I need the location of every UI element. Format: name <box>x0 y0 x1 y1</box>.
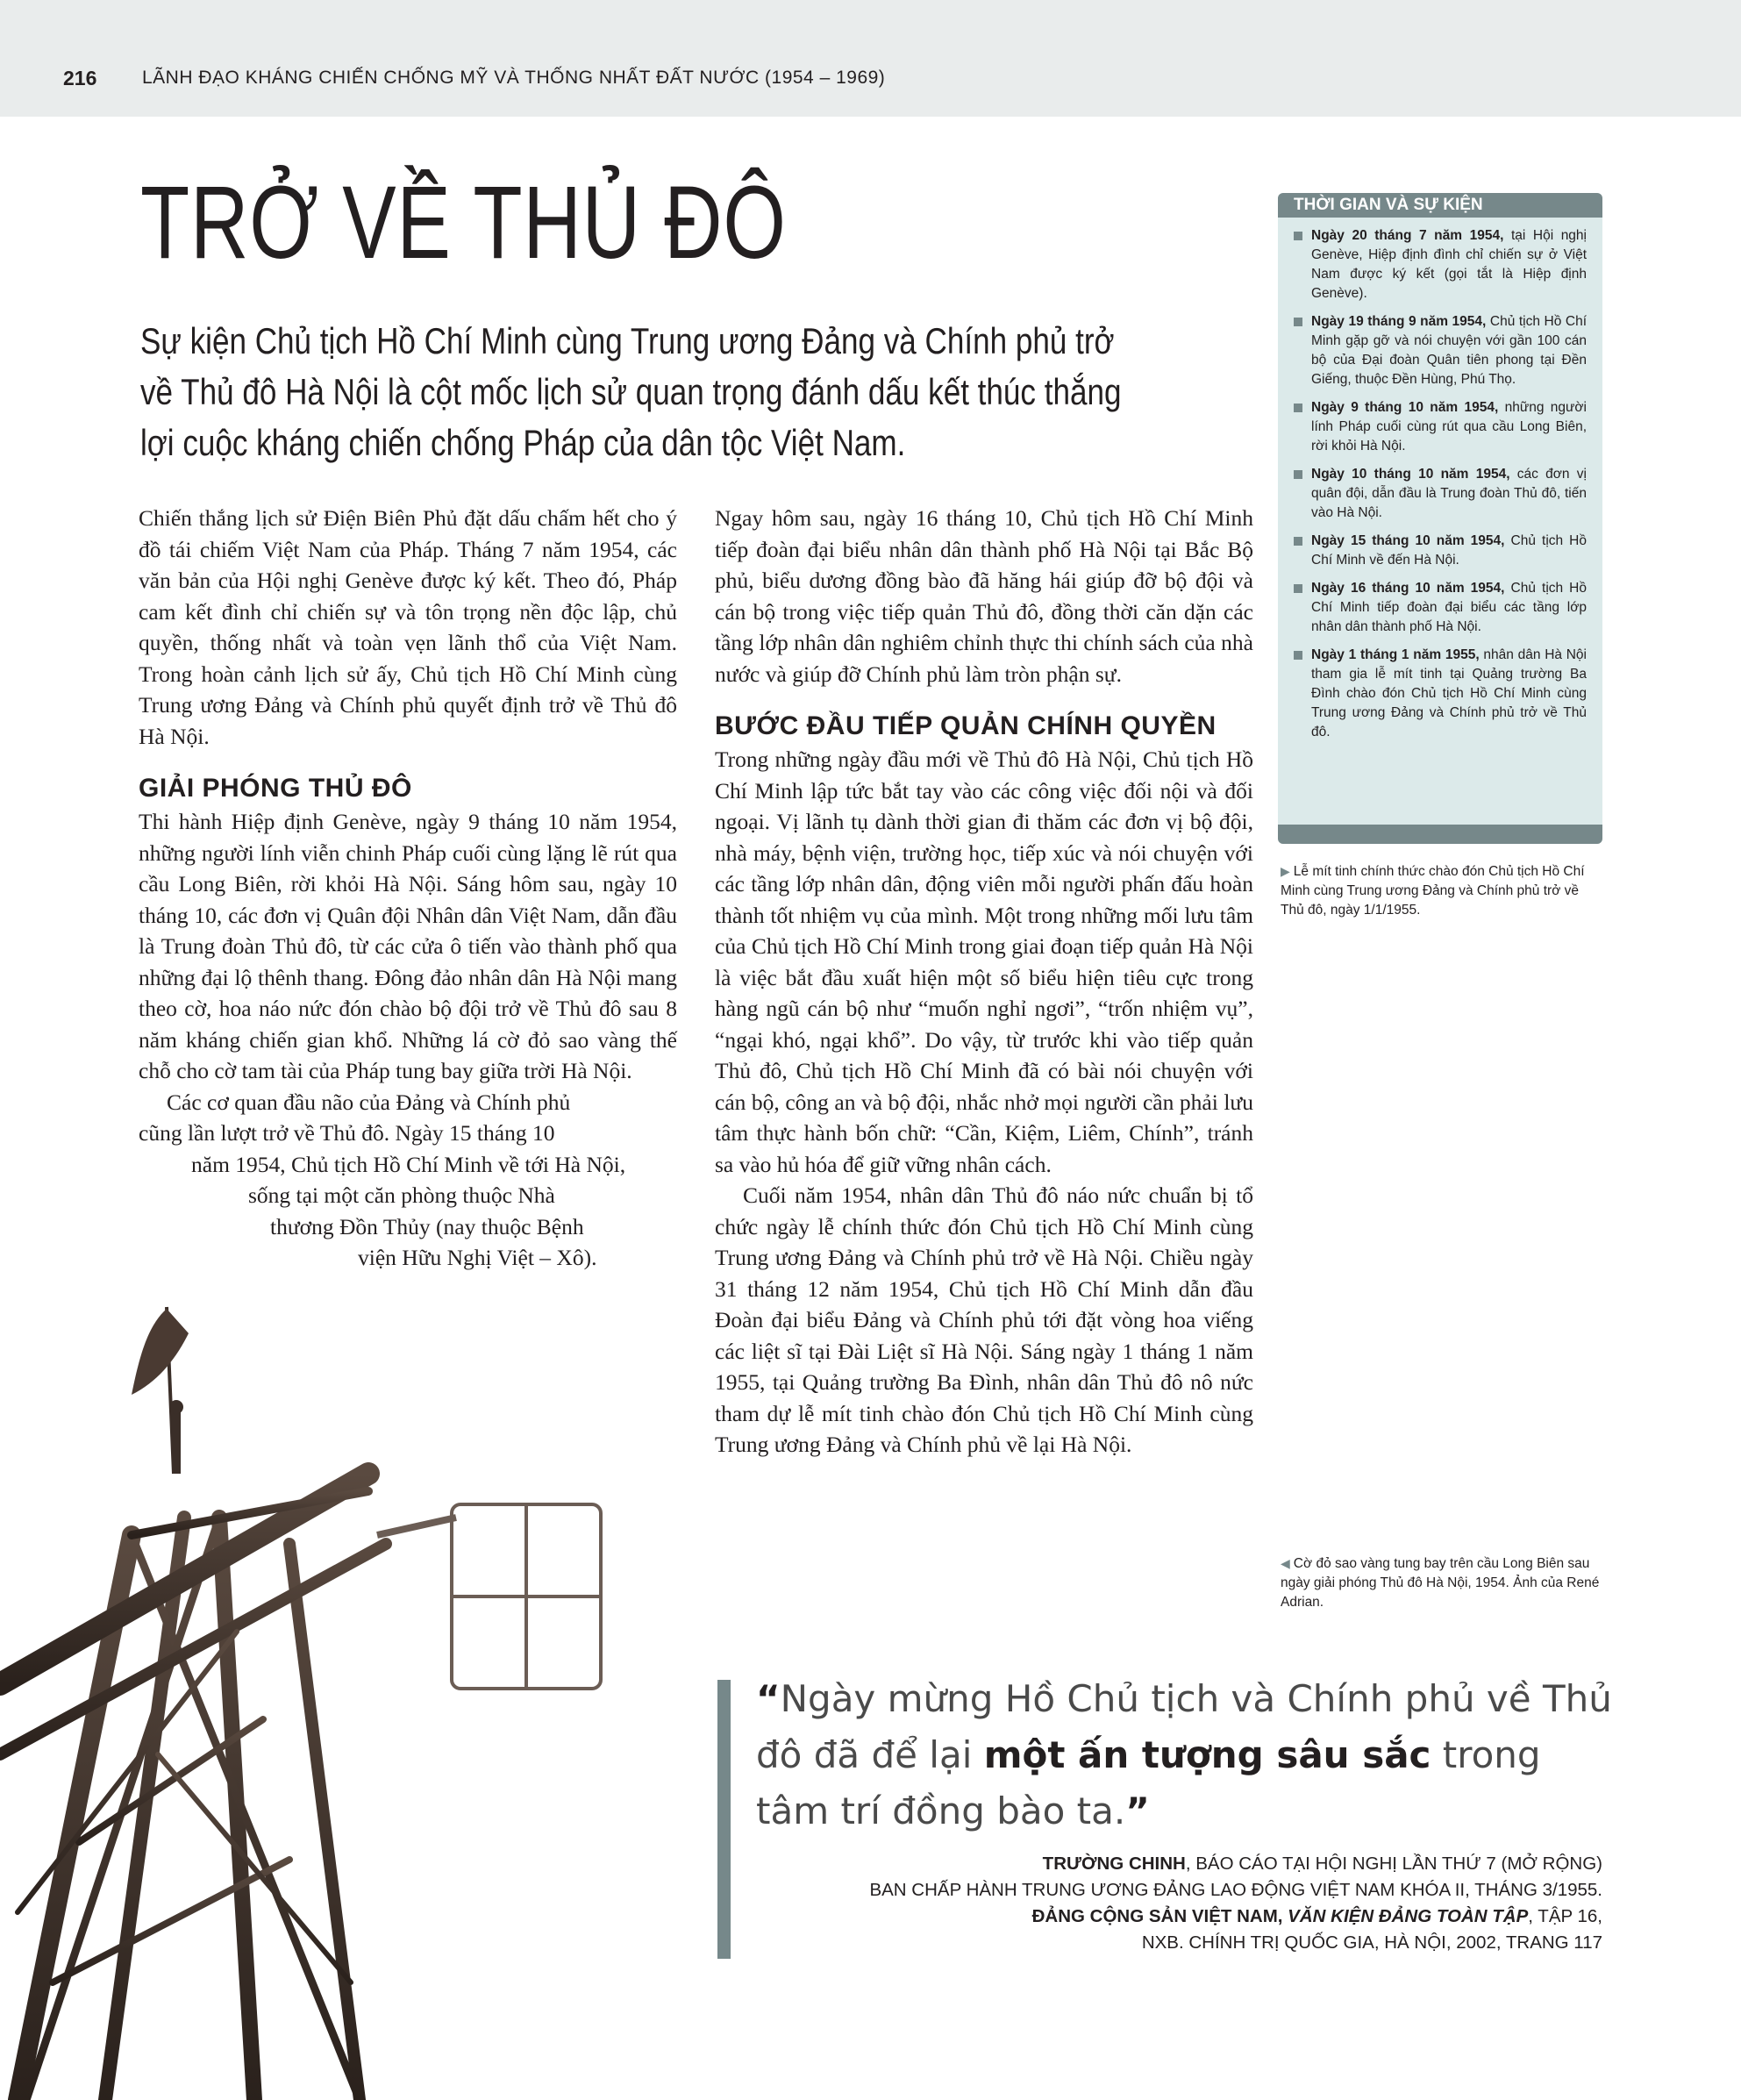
quote-accent-bar <box>717 1680 731 1959</box>
pull-quote <box>756 1671 1616 1839</box>
photo-caption-1 <box>1281 861 1603 920</box>
square-bullet-icon <box>1294 318 1302 326</box>
timeline-item <box>1294 226 1587 304</box>
timeline-date: Ngày 19 tháng 9 năm 1954, <box>1311 314 1487 329</box>
paragraph-line: cũng lần lượt trở về Thủ đô. Ngày 15 tháng 10 <box>139 1120 555 1146</box>
paragraph-line: Các cơ quan đầu não của Đảng và Chính phủ <box>167 1089 571 1115</box>
square-bullet-icon <box>1294 470 1302 479</box>
timeline-text: Chủ tịch Hồ Chí Minh về đến Hà Nội. <box>1311 533 1587 568</box>
timeline-date: Ngày 1 tháng 1 năm 1955, <box>1311 647 1480 662</box>
square-bullet-icon <box>1294 537 1302 546</box>
source-line: BAN CHẤP HÀNH TRUNG ƯƠNG ĐẢNG LAO ĐỘNG VIỆT NAM KHÓA II, THÁNG 3/1955. <box>869 1880 1602 1900</box>
source-publisher: ĐẢNG CỘNG SẢN VIỆT NAM, <box>1031 1906 1283 1926</box>
section-heading: GIẢI PHÓNG THỦ ĐÔ <box>139 774 412 803</box>
running-title: LÃNH ĐẠO KHÁNG CHIẾN CHỐNG MỸ VÀ THỐNG NHẤT ĐẤT NƯỚC (1954 – 1969) <box>142 68 886 88</box>
page-header <box>0 0 1741 117</box>
timeline-date: Ngày 10 tháng 10 năm 1954, <box>1311 467 1510 482</box>
timeline-sidebar <box>1278 193 1602 844</box>
source-author: TRƯỜNG CHINH <box>1042 1854 1186 1874</box>
quote-emphasis: một ấn tượng sâu sắc <box>983 1733 1431 1776</box>
section-heading: BƯỚC ĐẦU TIẾP QUẢN CHÍNH QUYỀN <box>715 711 1217 740</box>
square-bullet-icon <box>1294 404 1302 412</box>
timeline-item <box>1294 532 1587 570</box>
quote-text: trong tâm trí đồng bào ta. <box>756 1733 1541 1832</box>
source-text: , TẬP 16, <box>1528 1906 1602 1926</box>
timeline-item <box>1294 579 1587 637</box>
paragraph-line: thương Đồn Thủy (nay thuộc Bệnh <box>270 1213 584 1239</box>
page-title: TRỞ VỀ THỦ ĐÔ <box>140 165 787 281</box>
timeline-text: tại Hội nghị Genève, Hiệp định đình chỉ chiến sự ở Việt Nam được ký kết (gọi tắt là Hiệp định Genève). <box>1311 228 1587 301</box>
timeline-text: những người lính Pháp cuối cùng rút qua cầu Long Biên, rời khỏi Hà Nội. <box>1311 400 1588 454</box>
timeline-date: Ngày 9 tháng 10 năm 1954, <box>1311 400 1499 415</box>
timeline-footer-bar <box>1278 825 1602 844</box>
paragraph-line: năm 1954, Chủ tịch Hồ Chí Minh về tới Hà Nội, <box>191 1151 626 1177</box>
timeline-list <box>1278 218 1602 742</box>
paragraph: Trong những ngày đầu mới về Thủ đô Hà Nội, Chủ tịch Hồ Chí Minh lập tức bắt tay vào các công việc đối nội và đối ngoại. Vị lãnh tụ dành thời gian đi thăm các đơn vị bộ đội, nhà máy, bệnh viện, trường học, tiếp xúc và nói chuyện với các tầng lớp nhân dân, động viên mỗi người phấn đấu hoàn thành tốt nhiệm vụ của mình. Một trong những mối lưu tâm của Chủ tịch Hồ Chí Minh trong giai đoạn tiếp quản Hà Nội là việc bắt đầu xuất hiện một số biểu hiện tiêu cực trong hàng ngũ cán bộ như “muốn nghỉ ngơi”, “trốn nhiệm vụ”, “ngại khó, ngại khổ”. Do vậy, từ trước khi vào tiếp quản Thủ đô, Chủ tịch Hồ Chí Minh đã có bài nói chuyện với cán bộ, công an và bộ đội, nhắc nhở mọi người cần phải lưu tâm thực hành bốn chữ: “Cần, Kiệm, Liêm, Chính”, tránh sa vào hủ hóa để giữ vững nhân cách. <box>715 746 1253 1177</box>
timeline-text: Chủ tịch Hồ Chí Minh gặp gỡ và nói chuyện với gần 100 cán bộ của Đại đoàn Quân tiên phong tại Đền Giếng, thuộc Đền Hùng, Phú Thọ. <box>1311 314 1588 387</box>
long-bien-bridge-photo <box>0 1228 702 2100</box>
paragraph-line: sống tại một căn phòng thuộc Nhà <box>248 1182 555 1208</box>
flag-bearer <box>132 1307 189 1474</box>
close-quote-mark: ” <box>1125 1789 1150 1832</box>
square-bullet-icon <box>1294 584 1302 593</box>
quote-source <box>756 1851 1602 1956</box>
square-bullet-icon <box>1294 651 1302 660</box>
bridge-truss <box>0 1474 386 2100</box>
caption-pointer-icon: ▶ <box>1281 864 1290 878</box>
timeline-item <box>1294 312 1587 389</box>
timeline-date: Ngày 15 tháng 10 năm 1954, <box>1311 533 1505 548</box>
page-number: 216 <box>63 67 97 89</box>
open-quote-mark: “ <box>756 1677 781 1720</box>
body-column-2 <box>715 503 1253 1461</box>
timeline-item <box>1294 465 1587 523</box>
paragraph: Thi hành Hiệp định Genève, ngày 9 tháng 10 năm 1954, những người lính viễn chinh Pháp cuối cùng lặng lẽ rút qua cầu Long Biên, rời khỏi Hà Nội. Sáng hôm sau, ngày 10 tháng 10, các đơn vị Quân đội Nhân dân Việt Nam, dẫn đầu là Trung đoàn Thủ đô, từ các cửa ô tiến vào thành phố qua những đại lộ thênh thang. Đông đảo nhân dân Hà Nội mang theo cờ, hoa náo nức đón chào bộ đội trở về Thủ đô sau 8 năm kháng chiến gian khổ. Những lá cờ đỏ sao vàng thế chỗ cho cờ tam tài của Pháp tung bay giữa trời Hà Nội. <box>139 809 677 1083</box>
square-bullet-icon <box>1294 232 1302 240</box>
caption-text: Lễ mít tinh chính thức chào đón Chủ tịch Hồ Chí Minh cùng Trung ương Đảng và Chính phủ trở về Thủ đô, ngày 1/1/1955. <box>1281 864 1585 918</box>
timeline-item <box>1294 398 1587 456</box>
paragraph: Cuối năm 1954, nhân dân Thủ đô náo nức chuẩn bị tổ chức ngày lễ chính thức đón Chủ tịch Hồ Chí Minh cùng Trung ương Đảng và Chính phủ trở về Hà Nội. Chiều ngày 31 tháng 12 năm 1954, Chủ tịch Hồ Chí Minh dẫn đầu Đoàn đại biểu Đảng và Chính phủ tới đặt vòng hoa viếng các liệt sĩ tại Đài Liệt sĩ Hà Nội. Sáng ngày 1 tháng 1 năm 1955, tại Quảng trường Ba Đình, nhân dân Thủ đô nô nức tham dự lễ mít tinh chào đón Chủ tịch Hồ Chí Minh cùng Trung ương Đảng và Chính phủ về lại Hà Nội. <box>715 1182 1253 1457</box>
source-line <box>756 1904 1602 1930</box>
paragraph: Chiến thắng lịch sử Điện Biên Phủ đặt dấu chấm hết cho ý đồ tái chiếm Việt Nam của Pháp. Tháng 7 năm 1954, các văn bản của Hội nghị Genève được ký kết. Theo đó, Pháp cam kết đình chỉ chiến sự và tôn trọng nền độc lập, chủ quyền, thống nhất và toàn vẹn lãnh thổ của Việt Nam. Trong hoàn cảnh lịch sử ấy, Chủ tịch Hồ Chí Minh cùng Trung ương Đảng và Chính phủ quyết định trở về Thủ đô Hà Nội. <box>139 505 677 749</box>
intro-paragraph: Sự kiện Chủ tịch Hồ Chí Minh cùng Trung ương Đảng và Chính phủ trở về Thủ đô Hà Nội là cột mốc lịch sử quan trọng đánh dấu kết thúc thắng lợi cuộc kháng chiến chống Pháp của dân tộc Việt Nam. <box>140 320 1122 463</box>
photo-caption-2 <box>1281 1554 1603 1612</box>
source-text: , BÁO CÁO TẠI HỘI NGHỊ LẦN THỨ 7 (MỞ RỘNG) <box>1185 1854 1602 1874</box>
caption-pointer-icon: ◀ <box>1281 1556 1290 1570</box>
timeline-text: các đơn vị quân đội, dẫn đầu là Trung đoàn Thủ đô, tiến vào Hà Nội. <box>1311 467 1588 520</box>
timeline-date: Ngày 16 tháng 10 năm 1954, <box>1311 581 1505 596</box>
timeline-item <box>1294 646 1587 742</box>
body-column-1 <box>139 503 677 1274</box>
timeline-text: nhân dân Hà Nội tham gia lễ mít tinh tại Quảng trường Ba Đình chào đón Chủ tịch Hồ Chí Minh cùng Trung ương Đảng và Chính phủ trở về Thủ đô. <box>1311 647 1587 739</box>
caption-text: Cờ đỏ sao vàng tung bay trên cầu Long Biên sau ngày giải phóng Thủ đô Hà Nội, 1954. Ảnh của René Adrian. <box>1281 1556 1600 1610</box>
lamp-frame <box>377 1504 601 1689</box>
paragraph: Ngay hôm sau, ngày 16 tháng 10, Chủ tịch Hồ Chí Minh tiếp đoàn đại biểu nhân dân thành phố Hà Nội tại Bắc Bộ phủ, biểu dương đồng bào đã hăng hái giúp đỡ bộ đội và cán bộ trong việc tiếp quản Thủ đô, đồng thời căn dặn các tầng lớp nhân dân nghiêm chỉnh thực thi chính sách của nhà nước và giúp đỡ Chính phủ làm tròn phận sự. <box>715 505 1253 687</box>
timeline-heading: THỜI GIAN VÀ SỰ KIỆN <box>1278 193 1602 218</box>
timeline-text: Chủ tịch Hồ Chí Minh tiếp đoàn đại biểu các tầng lớp nhân dân thành phố Hà Nội. <box>1311 581 1587 634</box>
paragraph-line: viện Hữu Nghị Việt – Xô). <box>358 1245 597 1270</box>
timeline-date: Ngày 20 tháng 7 năm 1954, <box>1311 228 1504 243</box>
source-line: NXB. CHÍNH TRỊ QUỐC GIA, HÀ NỘI, 2002, TRANG 117 <box>1141 1932 1602 1953</box>
source-line <box>756 1851 1602 1877</box>
source-book-title: VĂN KIỆN ĐẢNG TOÀN TẬP <box>1288 1906 1529 1926</box>
quote-text: Ngày mừng Hồ Chủ tịch và Chính phủ về Thủ đô đã để lại <box>756 1677 1612 1776</box>
